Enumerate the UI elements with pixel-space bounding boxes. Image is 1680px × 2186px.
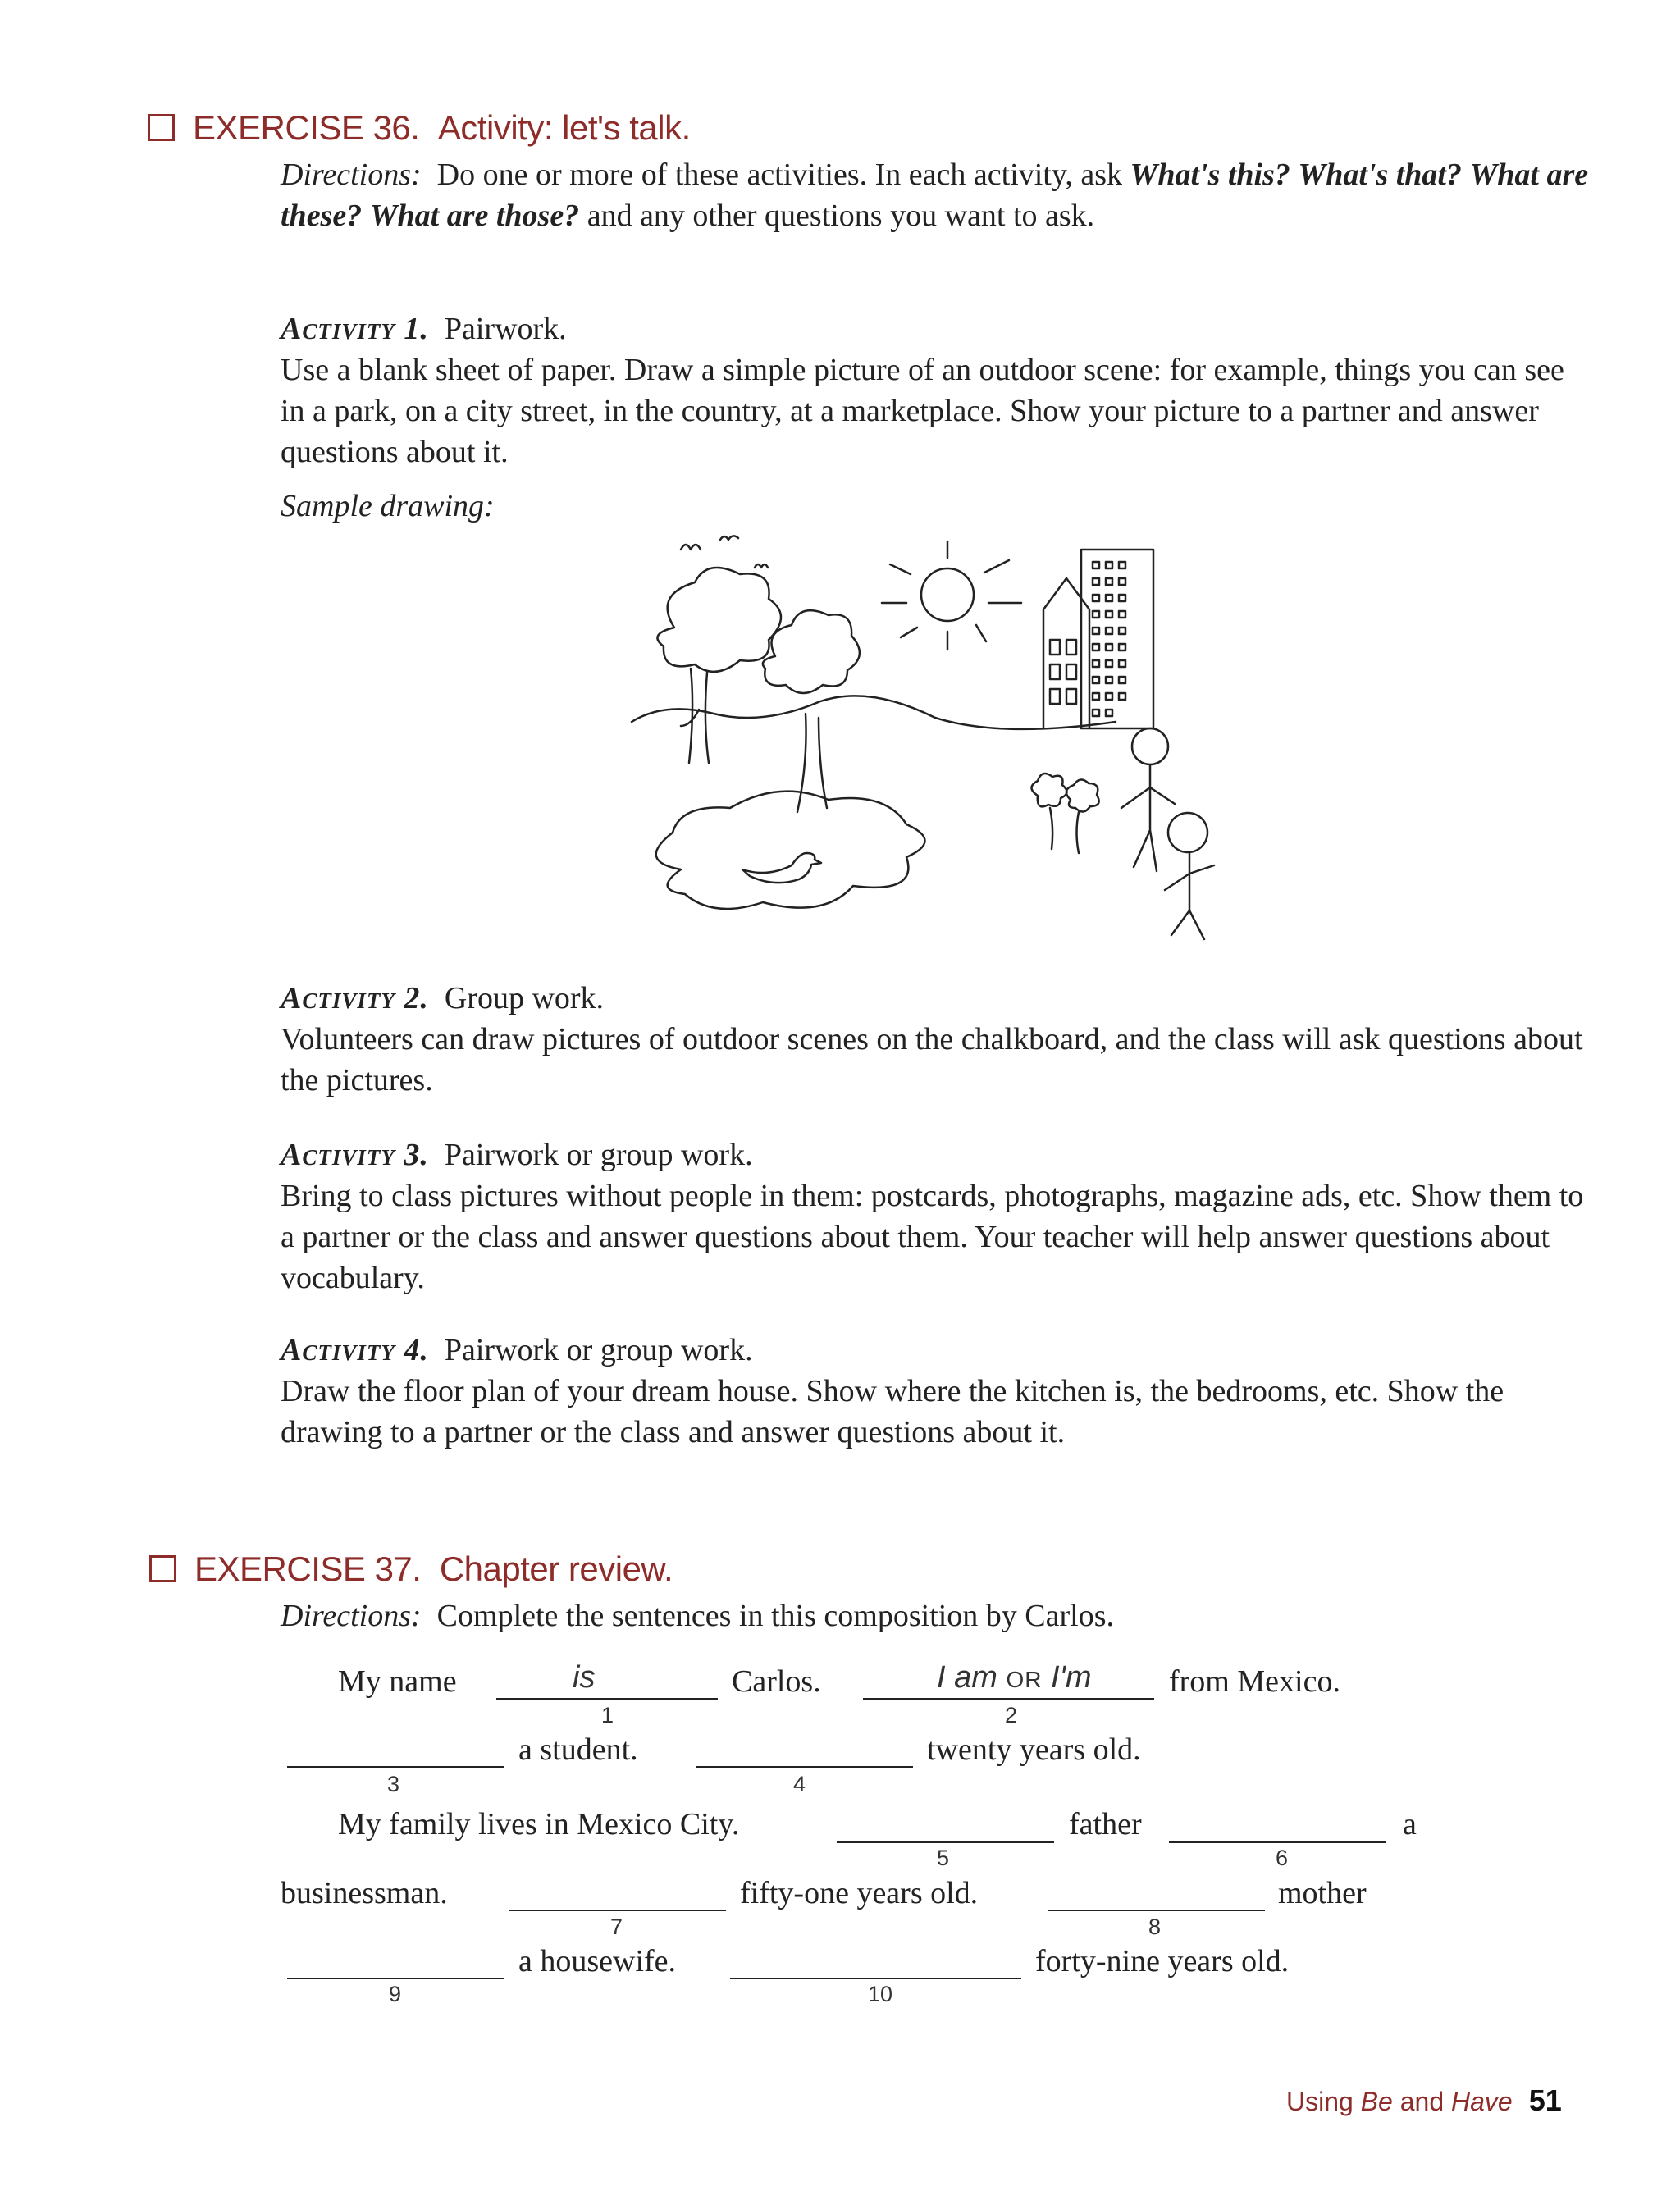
sun-rays [882,541,1021,650]
footer-and: and [1399,2087,1445,2116]
footer-using: Using [1286,2087,1354,2116]
exercise-37-directions [281,1595,1593,1636]
activity-mode: Pairwork or group work. [444,1138,753,1172]
word-my-name: My name [338,1664,457,1699]
bird-1 [681,545,701,550]
answer-2-or: OR [1006,1667,1043,1692]
tree-2-crown [763,610,860,693]
tree-1-trunk [681,669,709,763]
word-carlos: Carlos. [732,1664,821,1699]
activity-text: Use a blank sheet of paper. Draw a simple picture of an outdoor scene: for example, things you can see in a park, on a city street, in the country, at a marketplace. Show your picture to a partner and answer questions about it. [281,353,1564,469]
flower-2 [1066,779,1099,853]
blank-number-10: 10 [868,1982,893,2006]
bird-2 [720,536,738,540]
person-2-head [1168,813,1208,852]
word-businessman: businessman. [281,1876,448,1910]
word-family: My family lives in Mexico City. [338,1807,740,1841]
question-what-are-these: What are these? [281,157,1589,233]
blank-9[interactable] [287,1978,504,1979]
person-1-head [1132,728,1168,764]
exercise-36-directions [281,154,1593,236]
blank-1[interactable] [496,1698,718,1700]
activity-1 [281,308,1593,472]
question-what-are-those: What are those? [369,199,580,233]
blank-10[interactable] [730,1978,1021,1979]
flower-1 [1032,774,1067,849]
word-mother: mother [1278,1876,1367,1910]
blank-6[interactable] [1169,1841,1386,1843]
pond [656,792,925,909]
person-1-body [1121,764,1175,871]
exercise-37-number: EXERCISE 37. [194,1549,422,1588]
activity-label: Activity 4. [281,1333,429,1367]
blank-number-9: 9 [389,1982,402,2006]
blank-4[interactable] [696,1766,913,1768]
activity-label: Activity 1. [281,312,429,346]
exercise-36-heading [148,108,691,148]
directions-label: Directions: [281,1599,422,1633]
blank-7[interactable] [509,1910,726,1911]
footer-have: Have [1451,2087,1513,2116]
directions-text: Do one or more of these activities. In each activity, ask [436,157,1123,192]
blank-5[interactable] [837,1841,1054,1843]
sun [921,568,974,621]
activity-mode: Pairwork or group work. [444,1333,753,1367]
duck [742,853,821,883]
answer-2 [937,1660,1092,1695]
directions-text: Complete the sentences in this composition by Carlos. [436,1599,1115,1633]
activity-label: Activity 3. [281,1138,429,1172]
directions-label: Directions: [281,157,422,192]
answer-1: is [573,1660,596,1695]
activity-2 [281,978,1593,1101]
blank-number-3: 3 [387,1772,400,1796]
activity-text: Volunteers can draw pictures of outdoor scenes on the chalkboard, and the class will ask questions about the pictures. [281,1022,1583,1098]
exercise-36-title: Activity: let's talk. [437,108,691,147]
word-from-mexico: from Mexico. [1169,1664,1340,1699]
blank-2[interactable] [863,1698,1154,1700]
directions-text-end: and any other questions you want to ask. [587,199,1095,233]
exercise-37-heading [149,1549,673,1589]
tree-1-crown [657,568,781,672]
sample-drawing [623,525,1247,952]
blank-3[interactable] [287,1766,504,1768]
word-forty-nine: forty-nine years old. [1035,1944,1290,1978]
exercise-37-title: Chapter review. [439,1549,673,1588]
person-2-body [1165,853,1214,939]
answer-2-a: I am [937,1660,998,1695]
activity-mode: Pairwork. [444,312,567,346]
blank-number-8: 8 [1148,1914,1162,1939]
page-number: 51 [1528,2083,1562,2117]
answer-2-b: I'm [1051,1660,1092,1695]
activity-mode: Group work. [444,981,605,1015]
word-twenty: twenty years old. [927,1732,1141,1767]
page-footer [1286,2083,1562,2118]
sample-drawing-label: Sample drawing: [281,489,495,523]
word-father: father [1069,1807,1142,1841]
activity-4 [281,1330,1593,1453]
blank-number-7: 7 [610,1914,623,1939]
word-housewife: a housewife. [518,1944,677,1978]
bird-3 [755,564,768,568]
activity-text: Bring to class pictures without people in them: postcards, photographs, magazine ads, etc. Show them to a partner or the class and answer questions about them. Your teacher will help answer questions about vocabulary. [281,1179,1584,1295]
question-whats-that: What's that? [1298,157,1462,192]
activity-3 [281,1134,1593,1298]
blank-number-4: 4 [793,1772,806,1796]
blank-number-6: 6 [1276,1846,1289,1870]
activity-text: Draw the floor plan of your dream house. Show where the kitchen is, the bedrooms, etc. Show the drawing to a partner or the class and answer questions about it. [281,1374,1504,1449]
word-fifty-one: fifty-one years old. [740,1876,979,1910]
checkbox[interactable] [149,1555,176,1582]
tall-building [1081,550,1153,728]
footer-be: Be [1360,2087,1393,2116]
word-a-student: a student. [518,1732,638,1767]
blank-number-5: 5 [937,1846,950,1870]
question-whats-this: What's this? [1130,157,1290,192]
activity-label: Activity 2. [281,981,429,1015]
blank-number-2: 2 [1005,1703,1018,1727]
exercise-36-number: EXERCISE 36. [193,108,420,147]
blank-8[interactable] [1048,1910,1265,1911]
word-a: a [1403,1807,1417,1841]
checkbox[interactable] [148,114,175,141]
blank-number-1: 1 [601,1703,614,1727]
